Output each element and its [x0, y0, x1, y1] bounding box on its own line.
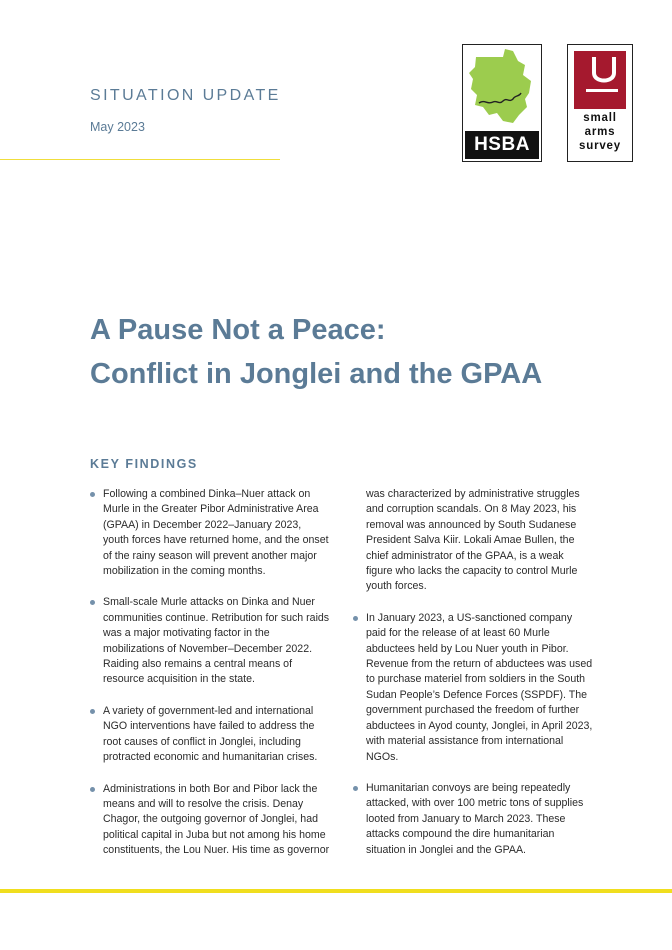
- header-rule: [0, 159, 280, 160]
- hsba-logo-text: HSBA: [465, 131, 539, 159]
- header-date: May 2023: [90, 120, 145, 134]
- bullet-icon: [353, 616, 358, 621]
- finding-item: [90, 782, 330, 859]
- finding-item: [90, 595, 330, 687]
- finding-text: In January 2023, a US-sanctioned company paid for the release of at least 60 Murle abductees held by Lou Nuer youth in Pibor. Revenue from the return of abductees was used to purchase materiel from soldiers in the South Sudan People’s Defence Forces (SSPDF). The government purchased the freedom of further abductees in Ayod county, Jonglei, in April 2023, with material assistance from international NGOs.: [366, 611, 593, 763]
- key-findings-right-column: [353, 487, 593, 874]
- footer-rule: [0, 889, 672, 893]
- sas-word-small: small: [583, 112, 617, 124]
- bullet-icon: [353, 786, 358, 791]
- hsba-logo: [462, 44, 542, 162]
- key-findings-heading: KEY FINDINGS: [90, 457, 198, 471]
- finding-text: Following a combined Dinka–Nuer attack on Murle in the Greater Pibor Administrative Area (GPAA) in December 2022–January 2023, youth forces have returned home, and the onset of the rainy season will prevent another major mobilization in the coming months.: [103, 488, 329, 578]
- bullet-icon: [90, 492, 95, 497]
- sas-word-arms: arms: [584, 126, 616, 138]
- small-arms-survey-logo: [567, 44, 633, 162]
- page-title: [90, 308, 542, 396]
- bullet-icon: [90, 600, 95, 605]
- key-findings-left-column: [90, 487, 330, 875]
- header-label: SITUATION UPDATE: [90, 87, 281, 104]
- finding-item: [353, 781, 593, 858]
- small-arms-survey-mark-icon: [574, 51, 626, 109]
- title-line-1: A Pause Not a Peace:: [90, 314, 386, 346]
- sas-word-survey: survey: [579, 140, 621, 152]
- small-arms-survey-wordmark: [568, 111, 632, 153]
- finding-item: [353, 611, 593, 765]
- finding-text: Humanitarian convoys are being repeatedly attacked, with over 100 metric tons of supplies looted from January to March 2023. These attacks compound the dire humanitarian situation in Jonglei and the GPAA.: [366, 781, 584, 856]
- finding-text: A variety of government-led and international NGO interventions have failed to address the root causes of conflict in Jonglei, including protracted economic and humanitarian crises.: [103, 704, 318, 764]
- bullet-icon: [90, 787, 95, 792]
- finding-text: Small-scale Murle attacks on Dinka and Nuer communities continue. Retribution for such raids was a major motivating factor in the mobilizations of November–December 2022. Raiding also remains a central means of resource acquisition in the state.: [103, 596, 330, 686]
- finding-continuation: was characterized by administrative struggles and corruption scandals. On 8 May 2023, his removal was announced by South Sudanese President Salva Kiir. Lokali Amae Bullen, the chief administrator of the GPAA, is a weak figure who lacks the capacity to control Murle youth forces.: [366, 488, 580, 593]
- bullet-icon: [90, 709, 95, 714]
- title-line-2: Conflict in Jonglei and the GPAA: [90, 358, 543, 390]
- finding-item: [90, 487, 330, 579]
- sudan-map-icon: [463, 45, 541, 131]
- finding-text: Administrations in both Bor and Pibor lack the means and will to resolve the crisis. Denay Chagor, the outgoing governor of Jonglei, had political capital in Juba but not among his home constituents, the Lou Nuer. His time as governor: [103, 782, 330, 857]
- finding-item: [90, 704, 330, 766]
